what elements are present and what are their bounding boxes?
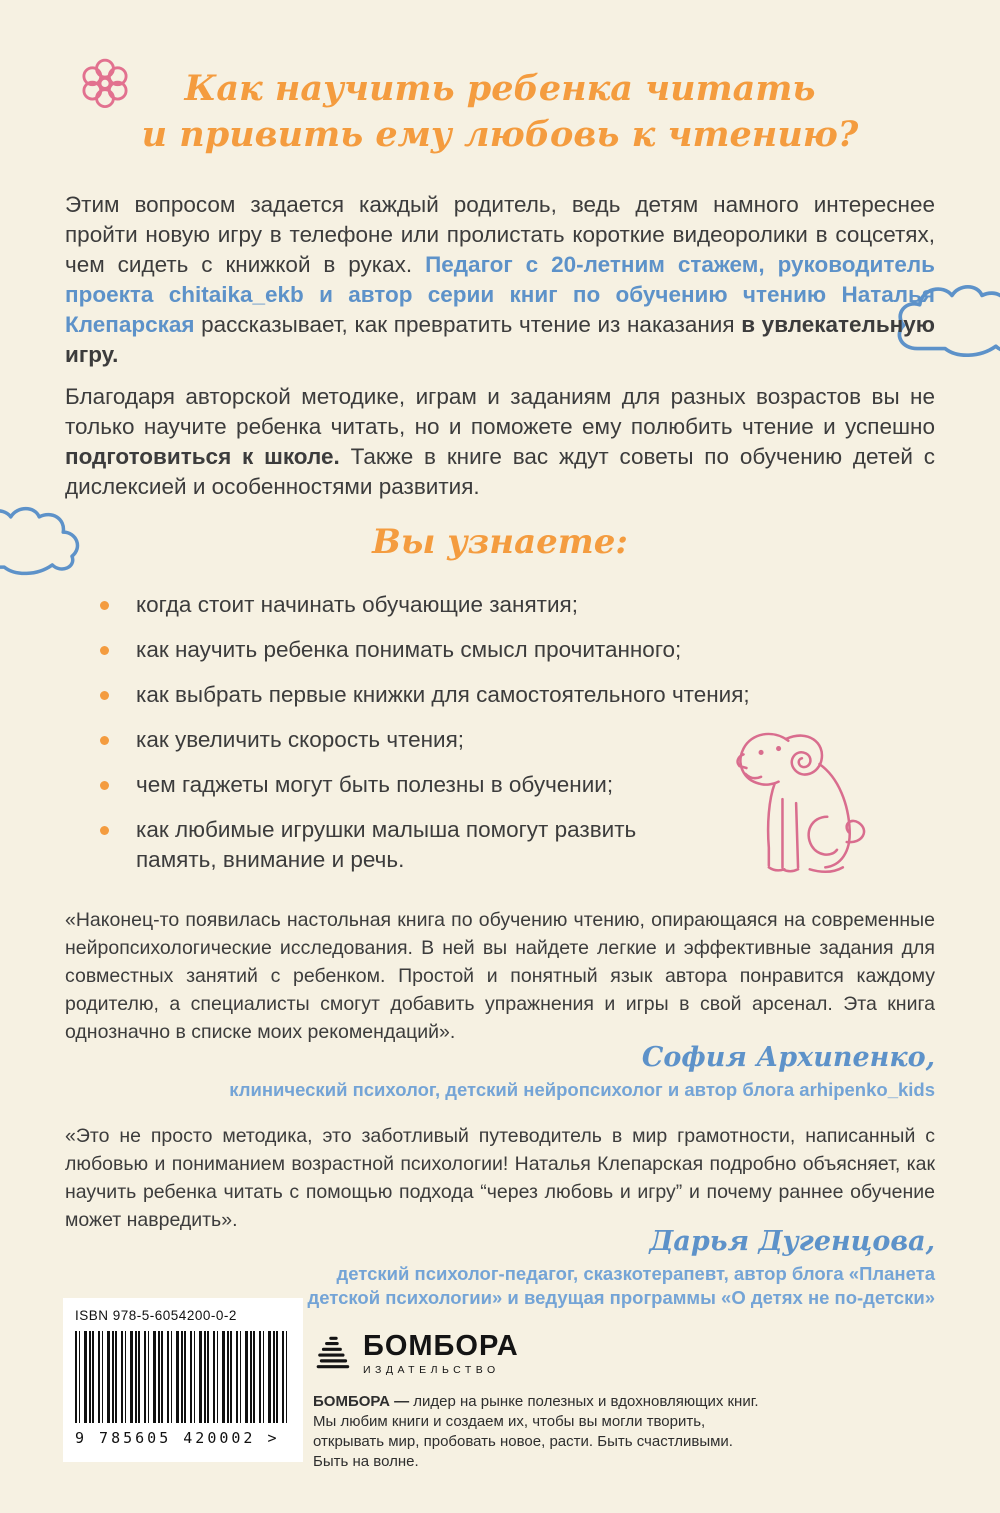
intro-1-text-2: рассказывает, как превратить чтение из наказания xyxy=(201,312,742,337)
learn-list xyxy=(100,590,880,890)
bullet-dot xyxy=(100,601,109,610)
list-item-text: как научить ребенка понимать смысл прочитанного; xyxy=(136,637,682,662)
bullet-dot xyxy=(100,826,109,835)
intro-1-bold: в увлекательную игру. xyxy=(65,312,935,367)
intro-paragraph-1 xyxy=(65,190,935,370)
intro-2-bold: подготовиться к школе. xyxy=(65,444,340,469)
publisher-name: БОМБОРА xyxy=(363,1330,519,1362)
review-quote-2: «Это не просто методика, это заботливый путеводитель в мир грамотности, написанный с любовью и пониманием возрастной психологии! Наталья Клепарская подробно объясняет, как научить ребенка читать с помощью подхода “через любовь и игру” и почему раннее обучение может навредить». xyxy=(65,1125,935,1231)
intro-paragraph-2 xyxy=(65,382,935,502)
list-item xyxy=(100,680,880,710)
publisher-subtitle: ИЗДАТЕЛЬСТВО xyxy=(363,1364,500,1376)
intro-1-author-highlight: Педагог с 20-летним стажем, руководитель проекта chitaika_ekb и автор серии книг по обучению чтению Наталья Клепарская xyxy=(65,252,936,337)
isbn-text: ISBN 978-5-6054200-0-2 xyxy=(75,1308,237,1323)
publisher-blurb-text: лидер на рынке полезных и вдохновляющих книг. Мы любим книги и создаем их, чтобы вы могли творить, открывать мир, пробовать новое, расти. Быть счастливыми. Быть на волне. xyxy=(313,1393,759,1470)
review-attribution-1 xyxy=(65,1042,935,1102)
review-author-2: Дарья Дугенцова, xyxy=(649,1226,935,1257)
publisher-block xyxy=(313,1330,793,1472)
list-item xyxy=(100,815,660,875)
list-item xyxy=(100,590,880,620)
intro-2-text-2: Также в книге вас ждут советы по обучению детей с дислексией и особенностями развития. xyxy=(65,444,935,499)
intro-1-text: Этим вопросом задается каждый родитель, ведь детям намного интереснее пройти новую игру в телефоне или пролистать короткие видеоролики в соцсетях, чем сидеть с книжкой в руках. xyxy=(65,192,935,277)
list-item-text: как увеличить скорость чтения; xyxy=(136,727,465,752)
bullet-dot xyxy=(100,691,109,700)
list-item-text: как выбрать первые книжки для самостоятельного чтения; xyxy=(136,682,750,707)
list-item-text: чем гаджеты могут быть полезны в обучении; xyxy=(136,772,614,797)
barcode xyxy=(63,1298,303,1462)
publisher-blurb-bold: БОМБОРА — xyxy=(313,1393,410,1410)
list-item xyxy=(100,770,880,800)
publisher-logo xyxy=(313,1330,793,1376)
books-stack-icon xyxy=(313,1332,355,1374)
tagline-line1: Как научить ребенка читать xyxy=(184,68,816,109)
list-item-text: как любимые игрушки малыша помогут развить память, внимание и речь. xyxy=(136,817,637,872)
bullet-dot xyxy=(100,736,109,745)
intro-2-text: Благодаря авторской методике, играм и заданиям для разных возрастов вы не только научите ребенка читать, но и поможете ему полюбить чтение и успешно xyxy=(65,384,935,439)
tagline-line2: и привить ему любовь к чтению? xyxy=(141,114,859,155)
bullet-dot xyxy=(100,781,109,790)
bullet-dot xyxy=(100,646,109,655)
review-author-role-1: клинический психолог, детский нейропсихолог и автор блога arhipenko_kids xyxy=(229,1079,935,1100)
learn-heading: Вы узнаете: xyxy=(372,522,628,562)
publisher-name-block xyxy=(363,1330,519,1376)
list-item-text: когда стоит начинать обучающие занятия; xyxy=(136,592,578,617)
list-item xyxy=(100,725,880,755)
publisher-blurb xyxy=(313,1392,768,1472)
review-author-1: София Архипенко, xyxy=(641,1042,935,1073)
review-quote-1: «Наконец-то появилась настольная книга по обучению чтению, опирающаяся на современные нейропсихологические исследования. В ней вы найдете легкие и эффективные задания для совместных занятий с ребенком. Простой и понятный язык автора понравится каждому родителю, а специалисты смогут добавить упражнения и игры в свой арсенал. Эта книга однозначно в списке моих рекомендаций». xyxy=(65,909,935,1043)
barcode-bars xyxy=(75,1331,291,1423)
review-author-role-2: детский психолог-педагог, сказкотерапевт, автор блога «Планета детской психологии» и ведущая программы «О детях не по-детски» xyxy=(307,1263,935,1308)
tagline xyxy=(0,66,1000,158)
list-item xyxy=(100,635,880,665)
barcode-number: 9 785605 420002 > xyxy=(75,1429,280,1447)
